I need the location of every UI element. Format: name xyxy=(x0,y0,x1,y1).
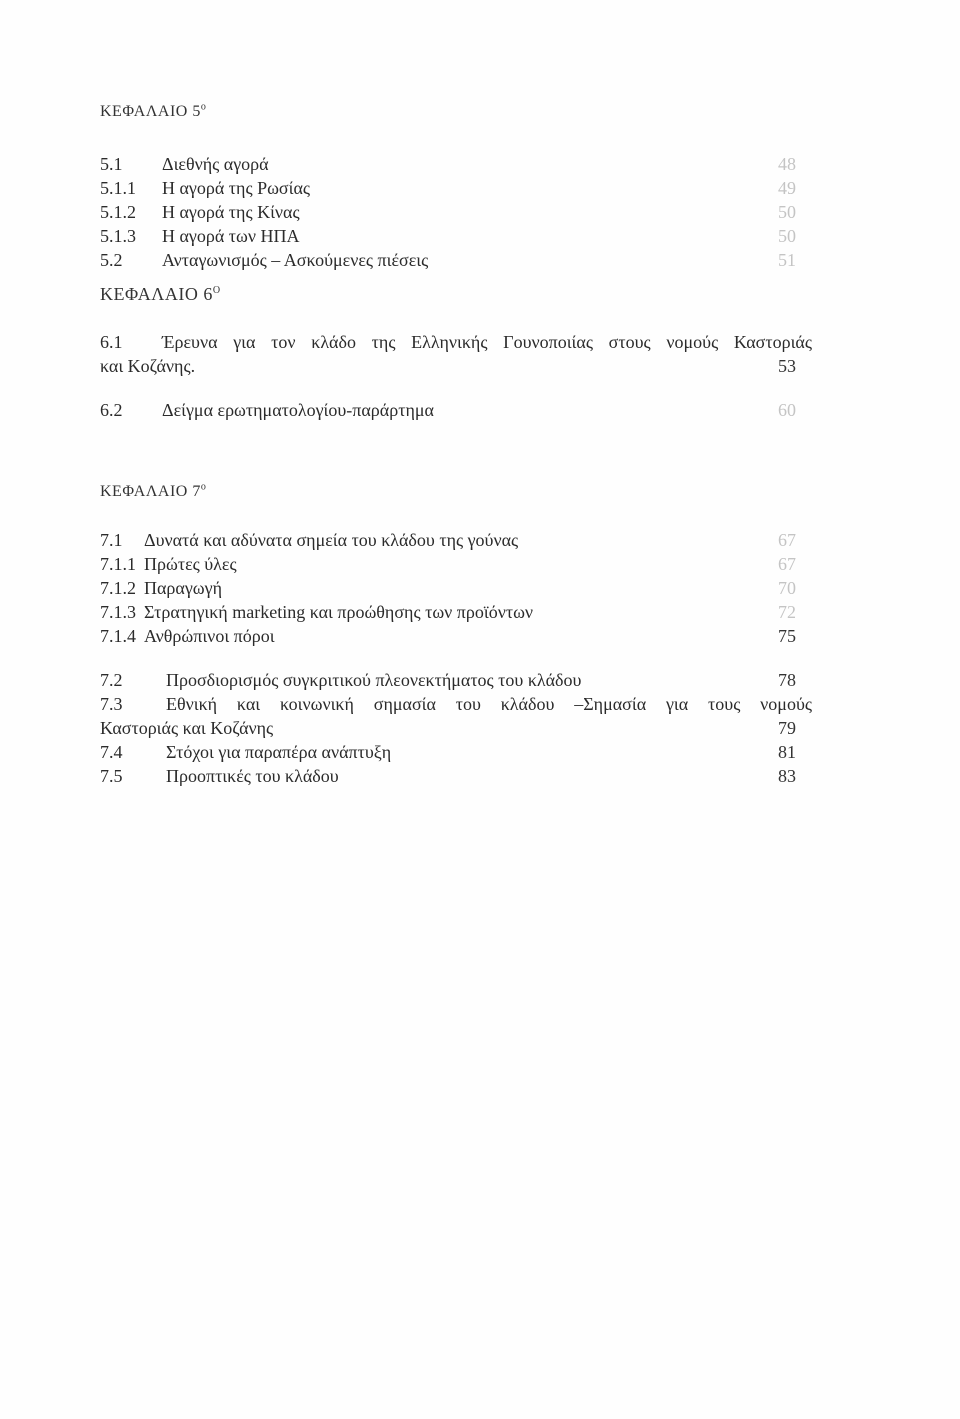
toc-entry-line: 6.1 Έρευνα για τον κλάδο της Ελληνικής Γουνοποιίας στους νομούς Καστοριάς xyxy=(100,332,812,352)
toc-entry: 7.1.4 Ανθρώπινοι πόροι 75 xyxy=(100,626,796,646)
chapter-7-heading: ΚΕΦΑΛΑΙΟ $7^o$ xyxy=(100,481,207,500)
toc-entry: 6.2 Δείγμα ερωτηματολογίου-παράρτημα 60 xyxy=(100,400,796,420)
toc-entry: 5.1.1 Η αγορά της Ρωσίας 49 xyxy=(100,178,796,198)
chapter-5-heading: ΚΕΦΑΛΑΙΟ $5^o$ xyxy=(100,101,207,120)
toc-entry-line: 7.3 Εθνική και κοινωνική σημασία του κλάδου –Σημασία για τους νομούς xyxy=(100,694,812,714)
toc-entry-multiline xyxy=(100,330,812,378)
toc-entry: 7.1.3 Στρατηγική marketing και προώθησης των προϊόντων 72 xyxy=(100,602,796,622)
toc-entry: 7.4 Στόχοι για παραπέρα ανάπτυξη 81 xyxy=(100,742,796,762)
toc-entry: 7.2 Προσδιορισμός συγκριτικού πλεονεκτήματος του κλάδου 78 xyxy=(100,670,796,690)
toc-entry: 5.2 Ανταγωνισμός – Ασκούμενες πιέσεις 51 xyxy=(100,250,796,270)
toc-entry: 5.1.2 Η αγορά της Κίνας 50 xyxy=(100,202,796,222)
toc-entry-line: Καστοριάς και Κοζάνης 79 xyxy=(100,718,796,738)
chapter-6-heading: ΚΕΦΑΛΑΙΟ $6^O$ xyxy=(100,284,221,304)
toc-entry: 7.1.2 Παραγωγή 70 xyxy=(100,578,796,598)
toc-entry: 7.5 Προοπτικές του κλάδου 83 xyxy=(100,766,796,786)
toc-entry: 5.1 Διεθνής αγορά 48 xyxy=(100,154,796,174)
toc-entry: 7.1.1 Πρώτες ύλες 67 xyxy=(100,554,796,574)
toc-entry: 5.1.3 Η αγορά των ΗΠΑ 50 xyxy=(100,226,796,246)
toc-entry-multiline xyxy=(100,692,812,740)
toc-entry-line: και Κοζάνης. 53 xyxy=(100,356,796,376)
toc-entry: 7.1 Δυνατά και αδύνατα σημεία του κλάδου της γούνας 67 xyxy=(100,530,796,550)
